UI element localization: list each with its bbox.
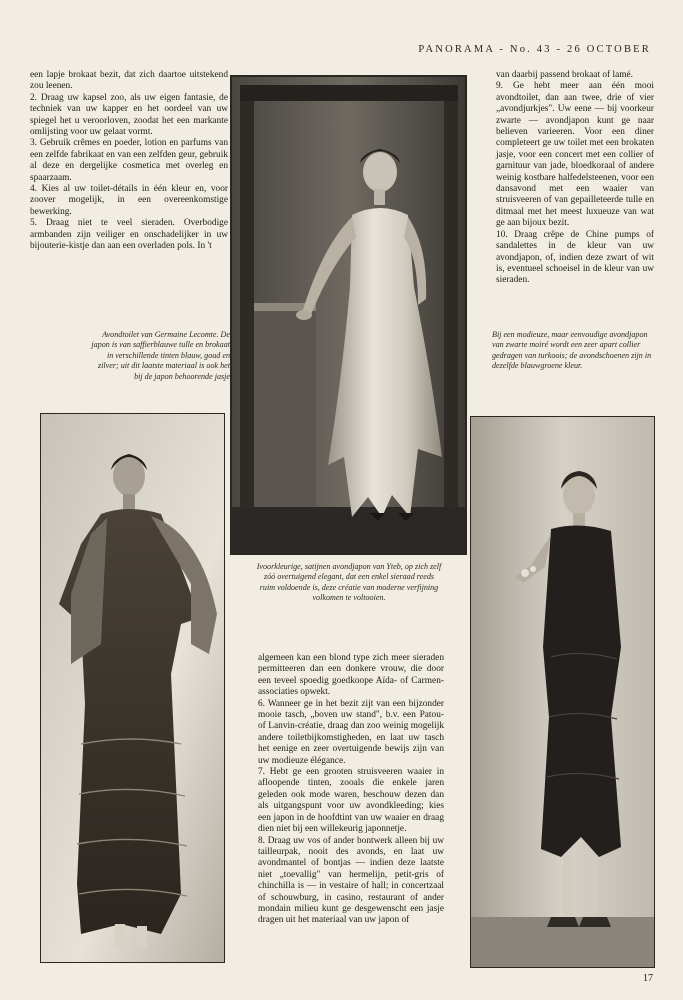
running-head: PANORAMA - No. 43 - 26 OCTOBER bbox=[418, 44, 651, 55]
photo-ivory-satin-gown bbox=[230, 75, 467, 555]
paragraph: 2. Draag uw kapsel zoo, als uw eigen fantasie, de techniek van uw kapper en het oordeel van uw spiegel het u veroorloven, zoodat het een markante omlijsting voor uw gelaat vormt. bbox=[30, 92, 228, 138]
caption-center-photo: Ivoorkleurige, satijnen avondjapon van Yteb, op zich zelf zóó overtuigend elegant, dat een enkel sieraad reeds ruim voldoende is, deze créatie van moderne verfijning volkomen te voltooien. bbox=[256, 562, 442, 603]
caption-right-photo: Bij een modieuze, maar eenvoudige avondjapon van zwarte moiré wordt een zeer apart collier gedragen van turkoois; de avondschoenen zijn in dezelfde blauwgroene kleur. bbox=[492, 330, 652, 371]
paragraph: 3. Gebruik crêmes en poeder, lotion en parfums van een zelfde fabrikaat en van een zelfden geur, gebruik al deze en dergelijke cosmetica met overleg en spaarzaam. bbox=[30, 138, 228, 183]
paragraph: algemeen kan een blond type zich meer sieraden permitteeren dan een donkere vrouw, die door een teveel spoedig goedkoope Aïda- of Carmen-associaties opwekt. bbox=[258, 653, 444, 698]
page-number: 17 bbox=[643, 973, 653, 984]
right-text-column bbox=[496, 70, 654, 287]
paragraph: 8. Draag uw vos of ander bontwerk alleen bij uw tailleurpak, nooit des avonds, en laat uw avondmantel of bontjas — indien deze laatste niet „toevallig" van hermelijn, petit-gris of chinchilla is — in vestaire of hall; in concertzaal of schouwburg, in casino, restaurant of ander mondain milieu kunt ge desgewenscht een jasje dragen uit het materiaal van uw japon of bbox=[258, 835, 444, 926]
paragraph: 9. Ge hebt meer aan één mooi avondtoilet, dan aan twee, drie of vier „avondjurkjes". Uw eene — bij voorkeur zwarte — avondjapon kunt ge naar believen varieeren. Voor een diner completeert ge uw toilet met een brokaten jasje, voor een concert met een collier of garnituur van jade, bloedkoraal of andere weinig kostbare halfedelsteenen, voor een dansavond met een waaier van struisveeren of van gepailleteerde tulle en ditmaal met het meest luxueuze van wat ge aan bijoux bezit. bbox=[496, 81, 654, 229]
paragraph: 4. Kies al uw toilet-détails in één kleur en, voor zoover mogelijk, in een overeenkomstige bewerking. bbox=[30, 184, 228, 217]
paragraph: 5. Draag niet te veel sieraden. Overbodige armbanden zijn veiliger en onschadelijker in uw bijouterie-kistje dan aan een overladen pols. In 't bbox=[30, 218, 228, 252]
middle-text-column bbox=[258, 653, 444, 927]
paragraph: een lapje brokaat bezit, dat zich daartoe uitstekend zou leenen. bbox=[30, 70, 228, 92]
photo-lecomte-evening-gown bbox=[40, 413, 225, 963]
caption-left-photo: Avondtoilet van Germaine Lecomte. De japon is van saffierblauwe tulle en brokaat in verschillende tinten blauw, goud en zilver; uit dit laatste materiaal is ook het bij de japon behoorende jasje bbox=[91, 330, 230, 381]
photo-black-moire-gown bbox=[470, 416, 655, 968]
paragraph: 10. Draag crêpe de Chine pumps of sandalettes in de kleur van uw avondjapon, of, indien deze zwart of wit is, eventueel schoeisel in de kleur van uw sieraden. bbox=[496, 229, 654, 286]
paragraph: 7. Hebt ge een grooten struisveeren waaier in afloopende tinten, zooals die enkele jaren geleden ook mode waren, beschouw dezen dan als uitgangspunt voor uw avondkleeding; kies een japon in de hoofdtint van uw waaier en draag dien niet bij een willekeurig japonnetje. bbox=[258, 767, 444, 835]
paragraph: 6. Wanneer ge in het bezit zijt van een bijzonder mooie tasch, „boven uw stand", b.v. een Patou- of Lanvin-créatie, draag dan zoo weinig mogelijk andere toiletbijkomstigheden, en laat uw tasch het eenige en zeer overtuigende bewijs zijn van uw modieuze élégance. bbox=[258, 698, 444, 766]
paragraph: van daarbij passend brokaat of lamé. bbox=[496, 70, 633, 80]
left-text-column bbox=[30, 70, 228, 253]
